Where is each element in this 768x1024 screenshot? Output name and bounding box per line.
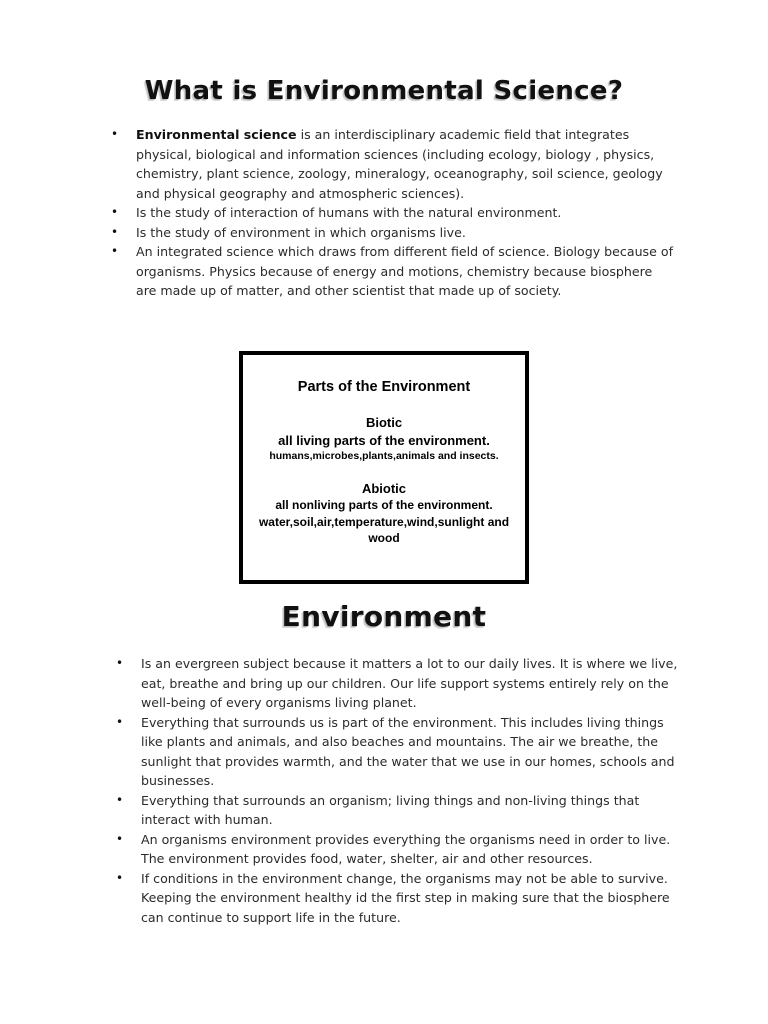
page-title: What is Environmental Science? [144,76,624,106]
environment-bullet-list [141,654,681,927]
abiotic-heading: Abiotic [361,481,407,496]
list-item: • Is an evergreen subject because it matters a lot to our daily lives. It is where we live, eat, breathe and bring up our children. Our life support systems entirely rely on the well-being of every organisms living planet. [141,654,681,713]
list-item: • If conditions in the environment change, the organisms may not be able to survive. Keeping the environment healthy id the first step in making sure that the biosphere can continue to support life in the future. [141,869,681,928]
list-item: • Everything that surrounds us is part of the environment. This includes living things like plants and animals, and also beaches and mountains. The air we breathe, the sunlight that provides warmth, and the water that we use in our homes, schools and businesses. [141,713,681,791]
term-definition: is an interdisciplinary academic field that integrates physical, biological and information sciences (including ecology, biology , physics, chemistry, plant science, zoology, mineralogy, oceanography, soil science, geology and physical geography and atmospheric sciences). [136,127,663,201]
term-bold: Environmental science [136,127,297,142]
list-item: • Everything that surrounds an organism; living things and non-living things that interact with human. [141,791,681,830]
abiotic-description: all nonliving parts of the environment. [275,498,493,512]
biotic-examples: humans,microbes,plants,animals and insects. [269,450,499,462]
list-item: • Is the study of environment in which organisms live. [136,223,676,243]
list-item: • An integrated science which draws from different field of science. Biology because of organisms. Physics because of energy and motions, chemistry because biosphere are made up of matter, and other scientist that made up of society. [136,242,676,301]
intro-bullet-list [136,125,676,301]
list-item: • An organisms environment provides everything the organisms need in order to live. The environment provides food, water, shelter, air and other resources. [141,830,681,869]
abiotic-examples: water,soil,air,temperature,wind,sunlight and wood [258,515,510,545]
list-item [136,125,676,203]
parts-of-environment-box [239,351,529,584]
biotic-description: all living parts of the environment. [278,433,490,448]
list-item: • Is the study of interaction of humans with the natural environment. [136,203,676,223]
biotic-heading: Biotic [365,415,403,430]
box-title: Parts of the Environment [297,379,471,395]
section-title: Environment [281,600,487,633]
